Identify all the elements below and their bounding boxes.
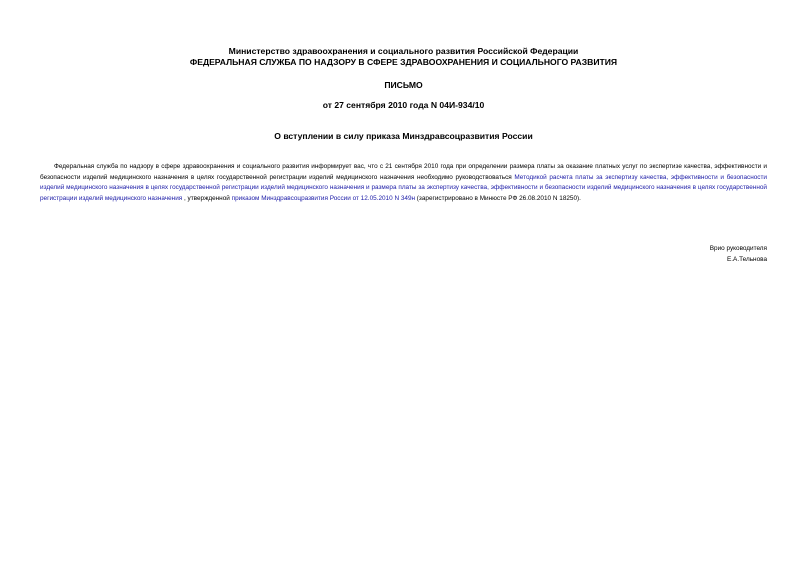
service-name: ФЕДЕРАЛЬНАЯ СЛУЖБА ПО НАДЗОРУ В СФЕРЕ ЗДРАВООХРАНЕНИЯ И СОЦИАЛЬНОГО РАЗВИТИЯ <box>189 57 618 67</box>
ministry-name: Министерство здравоохранения и социального развития Российской Федерации <box>228 46 579 56</box>
order-link[interactable]: приказом Минздравсоцразвития России от 12.05.2010 N 349н <box>231 194 416 202</box>
signatory-position: Врио руководителя <box>709 245 767 252</box>
document-subject: О вступлении в силу приказа Минздравсоцразвития России <box>274 131 533 141</box>
body-text-part-2: , утвержденной <box>182 194 232 202</box>
methodology-link[interactable]: Методикой расчета платы за экспертизу качества, эффективности и безопасности изделий медицинского назначения в целях государственной регистрации изделий медицинского назначения и размера платы за экспертизу качества, эффективности и безопасности изделий медицинского назначения в целях государственной регистрации изделий медицинского назначения <box>40 173 767 202</box>
document-type: ПИСЬМО <box>384 80 423 90</box>
body-paragraph <box>40 162 767 204</box>
body-text-part-3: (зарегистрировано в Минюсте РФ 26.08.2010 N 18250). <box>415 194 581 202</box>
body-text-part-1: Федеральная служба по надзору в сфере здравоохранения и социального развития информирует вас, что с 21 сентября 2010 года при определении размера платы за оказание платных услуг по экспертизе качества, эффективности и безопасности изделий медицинского назначения в целях государственной регистрации изделий медицинского назначения необходимо руководствоваться <box>40 163 767 181</box>
signatory-name: Е.А.Тельнова <box>727 255 767 263</box>
signature-block <box>567 244 767 265</box>
document-date-number: от 27 сентября 2010 года N 04И-934/10 <box>322 100 485 110</box>
document-header <box>0 46 807 68</box>
